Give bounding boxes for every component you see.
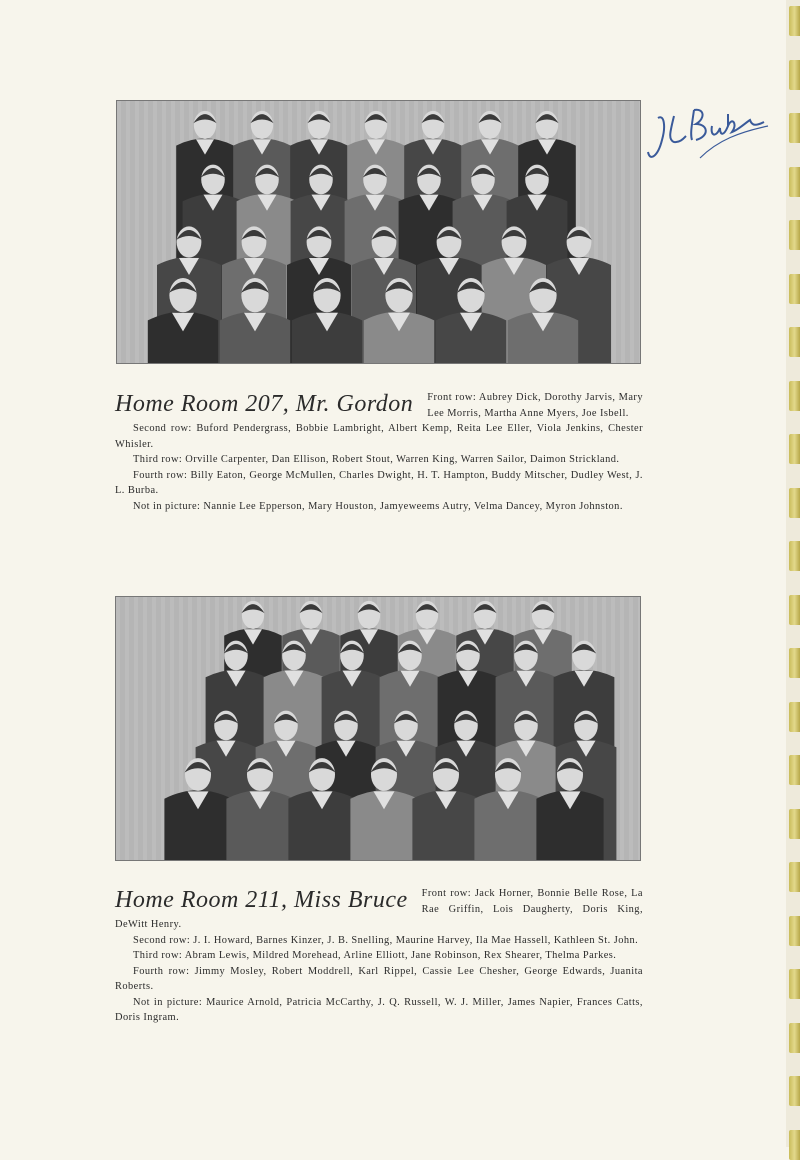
caption-room-207 xyxy=(115,390,643,514)
row-names: Jack Horner, Bonnie Belle Rose, La Rae Griffin, Lois Daugherty, Doris King, DeWitt Henry. xyxy=(115,888,643,930)
row-names: Jimmy Mosley, Robert Moddrell, Karl Rippel, Cassie Lee Chesher, George Edwards, Juanita Roberts. xyxy=(115,965,643,992)
binding-tab xyxy=(789,6,800,36)
binding-tab xyxy=(789,434,800,464)
section-heading: Home Room 211, Miss Bruce xyxy=(115,887,408,913)
binding-tab xyxy=(789,327,800,357)
row-label: Third row: xyxy=(133,454,183,465)
row-label: Second row: xyxy=(133,934,191,946)
binding-tab xyxy=(789,862,800,892)
binding-tab xyxy=(789,702,800,732)
binding-tab xyxy=(789,1023,800,1053)
row-label: Not in picture: xyxy=(133,996,203,1008)
binding-tab xyxy=(789,541,800,571)
binding-tab xyxy=(789,648,800,678)
binding-tab xyxy=(789,274,800,304)
second-row-line xyxy=(115,421,643,452)
second-row-line xyxy=(115,933,643,949)
binding-tab xyxy=(789,381,800,411)
row-names: Buford Pendergrass, Bobbie Lambright, Albert Kemp, Reita Lee Eller, Viola Jenkins, Chester Whisler. xyxy=(115,423,643,450)
binding-tab xyxy=(789,809,800,839)
row-label: Front row: xyxy=(427,392,477,403)
row-label: Fourth row: xyxy=(133,469,188,481)
binding-tab xyxy=(789,595,800,625)
binding-tab xyxy=(789,755,800,785)
third-row-line xyxy=(115,452,643,468)
not-in-picture-line xyxy=(115,995,643,1026)
row-names: Abram Lewis, Mildred Morehead, Arline Elliott, Jane Robinson, Rex Shearer, Thelma Parkes. xyxy=(184,950,617,961)
row-names: Nannie Lee Epperson, Mary Houston, Jamyeweems Autry, Velma Dancey, Myron Johnston. xyxy=(203,500,623,512)
fourth-row-line xyxy=(115,468,643,499)
binding-tab xyxy=(789,167,800,197)
class-photo-room-207 xyxy=(117,101,640,363)
binding-tab xyxy=(789,1130,800,1160)
third-row-line xyxy=(115,948,643,964)
binding-tab xyxy=(789,220,800,250)
class-photo-room-211 xyxy=(116,597,640,860)
row-label: Third row: xyxy=(133,950,183,961)
row-names: Orville Carpenter, Dan Ellison, Robert Stout, Warren King, Warren Sailor, Daimon Strickland. xyxy=(185,454,620,465)
row-names: Maurice Arnold, Patricia McCarthy, J. Q. Russell, W. J. Miller, James Napier, Frances Catts, Doris Ingram. xyxy=(115,996,643,1023)
row-label: Front row: xyxy=(421,888,472,899)
not-in-picture-line xyxy=(115,499,643,515)
row-names: J. I. Howard, Barnes Kinzer, J. B. Snelling, Maurine Harvey, Ila Mae Hassell, Kathleen St. John. xyxy=(193,934,639,946)
binding-tab xyxy=(789,113,800,143)
handwritten-signature xyxy=(640,96,770,176)
row-names: Aubrey Dick, Dorothy Jarvis, Mary Lee Morris, Martha Anne Myers, Joe Isbell. xyxy=(427,392,643,419)
binding-tab xyxy=(789,60,800,90)
fourth-row-line xyxy=(115,964,643,995)
binding-tab xyxy=(789,916,800,946)
row-label: Second row: xyxy=(133,423,192,434)
binding-tab xyxy=(789,488,800,518)
section-heading: Home Room 207, Mr. Gordon xyxy=(115,391,414,417)
row-label: Fourth row: xyxy=(133,965,190,977)
binding-tab xyxy=(789,969,800,999)
caption-room-211 xyxy=(115,886,643,1026)
row-names: Billy Eaton, George McMullen, Charles Dwight, H. T. Hampton, Buddy Mitscher, Dudley West, J. L. Burba. xyxy=(115,469,643,496)
row-label: Not in picture: xyxy=(133,500,201,512)
binding-tab xyxy=(789,1076,800,1106)
